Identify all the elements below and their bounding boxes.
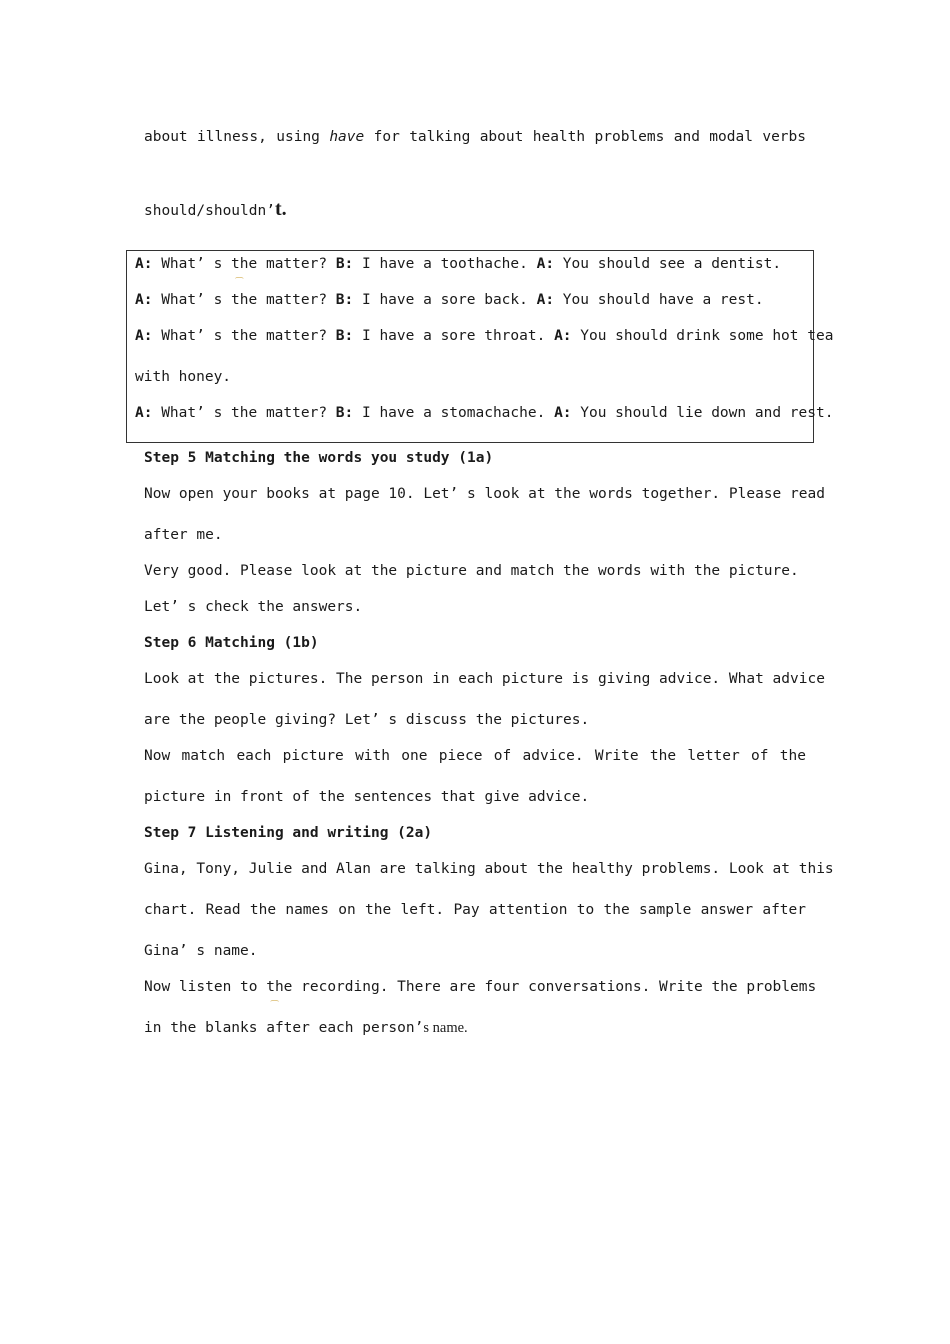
step6-paragraph-2: Now match each picture with one piece of advice. Write the letter of the <box>144 748 806 764</box>
speaker-a-label: A: <box>135 405 153 421</box>
step5-heading: Step 5 Matching the words you study (1a) <box>144 450 494 466</box>
question-text: What’ s the matter? <box>152 292 336 308</box>
step7-text-start: Now listen to t <box>144 979 275 995</box>
answer-text: I have a toothache. <box>353 256 537 272</box>
speaker-b-label: B: <box>335 256 354 272</box>
dialogue-line-3-continued <box>135 367 807 387</box>
dialogue-line-1: A: What’ s t ⁀ he matter? B: I have a toothache. A: You should see a dentist. <box>135 256 782 288</box>
dialogue-line-3 <box>135 326 834 346</box>
answer-text: I have a sore back. <box>353 292 537 308</box>
step7-text-start: in the blanks after each person’ <box>144 1020 424 1036</box>
intro-modal-tail: t. <box>274 198 287 220</box>
answer-text: I have a stomachache. <box>353 405 555 421</box>
step5-paragraph-3: Let’ s check the answers. <box>144 599 363 615</box>
speaker-a-label: A: <box>536 256 555 272</box>
step7-paragraph-2: Now listen to t ⁀ he recording. There are four conversations. Write the problems <box>144 979 817 1011</box>
intro-line-1 <box>144 127 806 147</box>
step6-paragraph-1-cont: are the people giving? Let’ s discuss the pictures. <box>144 712 590 728</box>
speaker-a-label: A: <box>536 292 555 308</box>
speaker-b-label: B: <box>335 328 354 344</box>
advice-text: You should see a dentist. <box>554 256 782 272</box>
step7-paragraph-1-end: Gina’ s name. <box>144 943 258 959</box>
speaker-b-label: B: <box>335 292 354 308</box>
step6-paragraph-1: Look at the pictures. The person in each picture is giving advice. What advice <box>144 671 825 687</box>
advice-text: You should drink some hot tea <box>571 328 834 344</box>
step7-text-tail: s name. <box>423 1020 468 1036</box>
speaker-a-label: A: <box>135 256 153 272</box>
step5-paragraph-2: Very good. Please look at the picture and match the words with the picture. <box>144 563 799 579</box>
advice-text: You should lie down and rest. <box>571 405 834 421</box>
intro-text-end: for talking about health problems and modal verbs <box>364 129 806 145</box>
question-text: What’ s the matter? <box>152 328 336 344</box>
step7-heading: Step 7 Listening and writing (2a) <box>144 825 433 841</box>
advice-text: You should have a rest. <box>554 292 764 308</box>
intro-italic-have: have <box>329 129 365 145</box>
step7-text-rest: he recording. There are four conversations. Write the problems <box>274 979 817 995</box>
speaker-b-label: B: <box>335 405 354 421</box>
speaker-a-label: A: <box>135 328 153 344</box>
intro-text-start: about illness, using <box>144 129 330 145</box>
speaker-a-label: A: <box>554 405 572 421</box>
answer-text: I have a sore throat. <box>353 328 555 344</box>
intro-modal-verbs: should/shouldn’ <box>144 203 275 219</box>
speaker-a-label: A: <box>554 328 572 344</box>
dialogue-line-2 <box>135 290 807 310</box>
intro-line-2 <box>144 199 806 219</box>
step5-paragraph-1-cont: after me. <box>144 527 223 543</box>
dialogue-line-4 <box>135 403 834 423</box>
speaker-a-label: A: <box>135 292 153 308</box>
step7-paragraph-1: Gina, Tony, Julie and Alan are talking about the healthy problems. Look at this <box>144 861 834 877</box>
step6-paragraph-2-cont: picture in front of the sentences that give advice. <box>144 789 590 805</box>
question-text: What’ s t <box>152 256 240 272</box>
question-text-rest: he matter? <box>239 256 336 272</box>
step7-paragraph-2-cont <box>144 1018 806 1038</box>
step6-heading: Step 6 Matching (1b) <box>144 635 319 651</box>
step7-paragraph-1-cont: chart. Read the names on the left. Pay attention to the sample answer after <box>144 902 806 918</box>
question-text: What’ s the matter? <box>152 405 336 421</box>
advice-text-continued: with honey. <box>135 369 232 385</box>
step5-paragraph-1: Now open your books at page 10. Let’ s look at the words together. Please read <box>144 486 825 502</box>
